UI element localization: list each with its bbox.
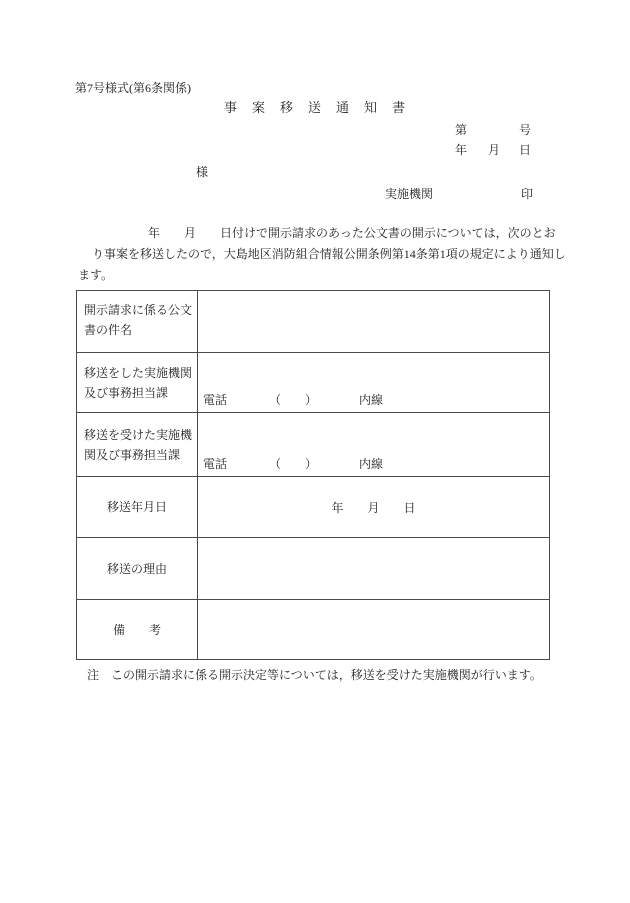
- row-value-transferring-agency: [198, 353, 549, 412]
- body-paragraph-line-2: り事案を移送したので，大島地区消防組合情報公開条例第14条第1項の規定により通知し: [92, 247, 566, 261]
- body-paragraph-line-3: ます。: [78, 268, 114, 282]
- table-row-receiving-agency: [77, 412, 549, 476]
- table-row-transferring-agency: [77, 352, 549, 412]
- row-value-transfer-date: 年 月 日: [331, 500, 416, 515]
- addressee-suffix: 様: [196, 165, 209, 179]
- doc-number-prefix: 第: [455, 123, 468, 137]
- table-row-transfer-reason: [77, 537, 549, 599]
- row-label-transfer-date: 移送年月日: [77, 477, 198, 537]
- row-label-document-name: 開示請求に係る公文書の件名: [77, 291, 198, 352]
- table-row-document-name: [77, 291, 549, 352]
- row-value-receiving-agency: [198, 413, 549, 476]
- document-title: 事 案 移 送 通 知 書: [223, 100, 406, 115]
- issuer-seal-mark: 印: [521, 187, 534, 201]
- doc-number-suffix: 号: [519, 123, 532, 137]
- row-label-receiving-agency: 移送を受けた実施機関及び事務担当課: [77, 413, 198, 476]
- note-text: 注 この開示請求に係る開示決定等については，移送を受けた実施機関が行います。: [87, 668, 542, 682]
- row-value-document-name: [198, 291, 549, 352]
- phone-extension-line: 電話 （ ） 内線: [203, 393, 384, 407]
- form-table: [76, 290, 550, 660]
- issue-date-year-label: 年: [455, 143, 468, 157]
- row-label-transferring-agency: 移送をした実施機関及び事務担当課: [77, 353, 198, 412]
- issuer-label: 実施機関: [385, 187, 434, 201]
- issue-date-month-label: 月: [488, 143, 501, 157]
- row-label-remarks: 備 考: [77, 600, 198, 659]
- row-label-transfer-reason: 移送の理由: [77, 538, 198, 599]
- form-number: 第7号様式(第6条関係): [75, 81, 191, 95]
- table-row-remarks: [77, 599, 549, 659]
- row-value-transfer-reason: [198, 538, 549, 599]
- issue-date-day-label: 日: [519, 143, 532, 157]
- body-paragraph-line-1: 年 月 日付けで開示請求のあった公文書の開示については，次のとお: [148, 226, 556, 240]
- row-value-remarks: [198, 600, 549, 659]
- table-row-transfer-date: [77, 476, 549, 537]
- phone-extension-line: 電話 （ ） 内線: [203, 457, 384, 471]
